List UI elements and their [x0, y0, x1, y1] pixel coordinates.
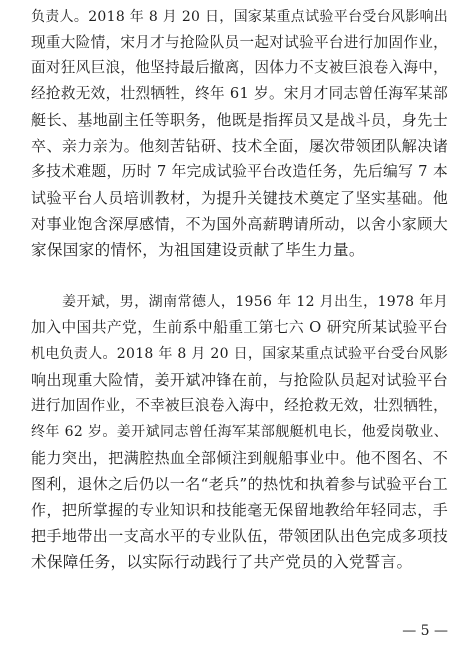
- body-text-line: 艇长、基地副主任等职务，他既是指挥员又是战斗员，身先士: [31, 111, 448, 129]
- body-text-line: 卒、亲力亲为。他刻苦钻研、技术全面，屡次带领团队解决诸: [31, 137, 448, 155]
- body-text-line: 试验平台人员培训教材，为提升关键技术奠定了坚实基础。他: [31, 189, 448, 207]
- body-text-line: 负责人。2018 年 8 月 20 日，国家某重点试验平台受台风影响出: [31, 9, 449, 25]
- body-text-line: 多技术难题，历时 7 年完成试验平台改造任务，先后编写 7 本: [31, 163, 448, 180]
- body-text-line: 进行加固作业，不幸被巨浪卷入海中，经抢救无效，壮烈牺牲，: [31, 397, 449, 414]
- body-text-line: 终年 62 岁。姜开斌同志曾任海军某部舰艇机电长，他爱岗敬业、: [31, 424, 448, 440]
- body-text-line: 对事业饱含深厚感情，不为国外高薪聘请所动，以舍小家顾大: [31, 215, 448, 233]
- body-text-line: 家保国家的情怀，为祖国建设贡献了毕生力量。: [31, 241, 365, 259]
- body-text-line: 图利，退休之后仍以一名“老兵”的热忱和执着参与试验平台工: [31, 475, 448, 493]
- body-text-line: 现重大险情，宋月才与抢险队员一起对试验平台进行加固作业，: [31, 34, 449, 51]
- body-text-line: 作，把所掌握的专业知识和技能毫无保留地教给年轻同志，手: [31, 501, 448, 519]
- body-text-line: 能力突出，把满腔热血全部倾注到舰船事业中。他不图名、不: [31, 449, 448, 467]
- page-number: — 5 —: [402, 623, 448, 639]
- body-text-line: 响出现重大险情，姜开斌冲锋在前，与抢险队员起对试验平台: [31, 371, 448, 389]
- body-text-line: 面对狂风巨浪，他坚持最后撤离，因体力不支被巨浪卷入海中，: [31, 59, 449, 76]
- body-text-line: 加入中国共产党，生前系中船重工第七六 O 研究所某试验平台: [31, 319, 448, 336]
- body-text-line: 术保障任务，以实际行动践行了共产党员的入党誓言。: [31, 553, 413, 571]
- body-text-line: 机电负责人。2018 年 8 月 20 日，国家某重点试验平台受台风影: [31, 346, 449, 362]
- body-text-line: 把手地带出一支高水平的专业队伍，带领团队出色完成多项技: [31, 527, 448, 545]
- body-text-line: 经抢救无效，壮烈牺牲，终年 61 岁。宋月才同志曾任海军某部: [31, 85, 448, 102]
- paragraph-first-line: 姜开斌，男，湖南常德人，1956 年 12 月出生，1978 年月: [62, 294, 448, 310]
